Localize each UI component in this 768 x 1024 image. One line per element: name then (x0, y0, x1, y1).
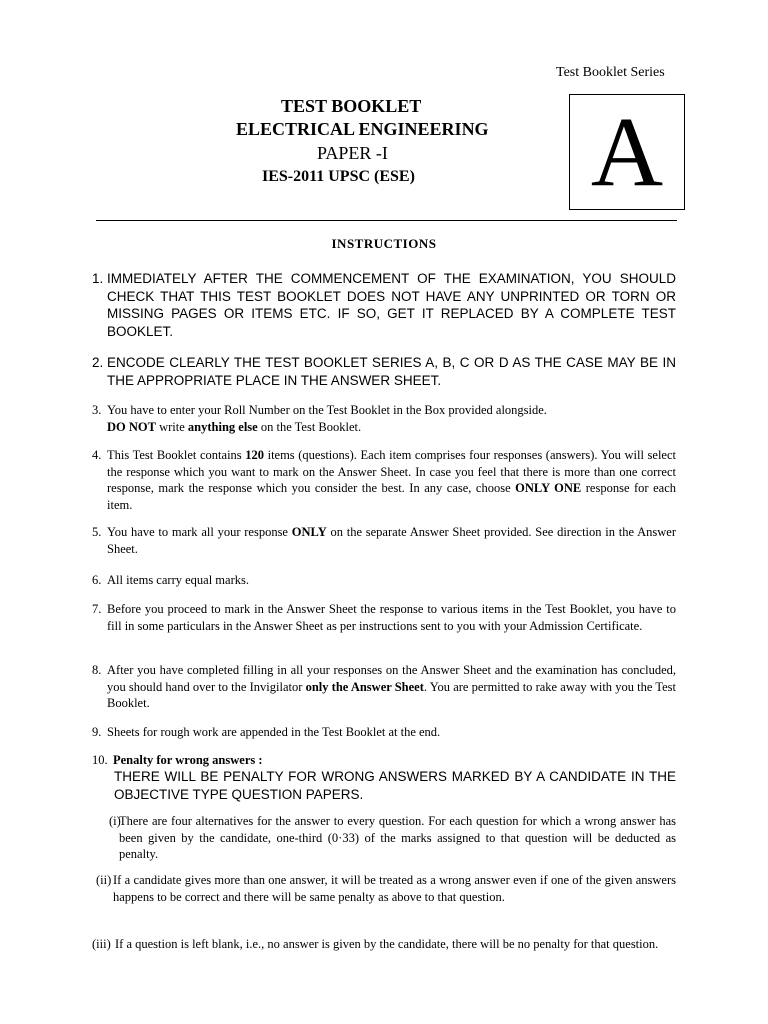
series-letter: A (590, 96, 664, 207)
item-text: Sheets for rough work are appended in the Test Booklet at the end. (107, 725, 441, 739)
penalty-notice: THERE WILL BE PENALTY FOR WRONG ANSWERS MARKED BY A CANDIDATE IN THE OBJECTIVE TYPE QUESTION PAPERS. (114, 769, 676, 802)
sub-item-number: (i) (109, 814, 121, 828)
subject-title: ELECTRICAL ENGINEERING (236, 119, 489, 139)
instruction-item-8 (92, 662, 676, 712)
item-text: IMMEDIATELY AFTER THE COMMENCEMENT OF THE EXAMINATION, YOU SHOULD CHECK THAT THIS TEST BOOKLET DOES NOT HAVE ANY UNPRINTED OR TORN OR MISSING PAGES OR ITEMS ETC. IF SO, GET IT REPLACED BY A COMPLETE TEST BOOKLET. (107, 271, 676, 339)
item-number: 10. (92, 753, 108, 767)
item-number: 2. (92, 355, 104, 370)
item-number: 4. (92, 448, 102, 462)
penalty-sub-item-i (109, 813, 676, 863)
sub-item-text: There are four alternatives for the answer to every question. For each question for which a wrong answer has been given by the candidate, one-third (0·33) of the marks assigned to that question will be deducted as penalty. (119, 814, 676, 861)
series-letter-box (569, 94, 685, 210)
item-text: You have to mark all your response ONLY on the separate Answer Sheet provided. See direction in the Answer Sheet. (107, 525, 676, 556)
instruction-item-7 (92, 601, 676, 634)
item-number: 3. (92, 403, 102, 417)
item-number: 6. (92, 573, 102, 587)
penalty-heading: Penalty for wrong answers : (113, 753, 263, 767)
instruction-item-5 (92, 524, 676, 557)
paper-title: PAPER -I (317, 143, 388, 163)
item-number: 5. (92, 525, 102, 539)
sub-item-number: (iii) (92, 937, 111, 951)
exam-title: IES-2011 UPSC (ESE) (262, 168, 415, 185)
series-label: Test Booklet Series (556, 65, 665, 80)
instruction-item-3 (92, 402, 676, 435)
penalty-sub-item-iii (92, 936, 676, 953)
instructions-heading: INSTRUCTIONS (331, 236, 437, 251)
instruction-item-2 (92, 354, 676, 389)
instruction-item-9 (92, 724, 676, 741)
instruction-item-10 (92, 752, 676, 769)
item-text-line2: DO NOT write anything else on the Test Booklet. (107, 419, 362, 434)
item-text: This Test Booklet contains 120 items (questions). Each item comprises four responses (answers). You will select the response which you want to mark on the Answer Sheet. In case you feel that there is more than one correct response, mark the response which you consider the best. In any case, choose ONLY ONE response for each item. (107, 448, 676, 512)
item-text: You have to enter your Roll Number on the Test Booklet in the Box provided alongside. (107, 403, 547, 417)
instruction-item-4 (92, 447, 676, 513)
item-text: After you have completed filling in all your responses on the Answer Sheet and the examination has concluded, you should hand over to the Invigilator only the Answer Sheet. You are permitted to rake away with you the Test Booklet. (107, 663, 677, 710)
sub-item-text: If a question is left blank, i.e., no answer is given by the candidate, there will be no penalty for that question. (115, 937, 659, 951)
sub-item-number: (ii) (96, 873, 112, 887)
item-text: All items carry equal marks. (107, 573, 249, 587)
sub-item-text: If a candidate gives more than one answer, it will be treated as a wrong answer even if one of the given answers happens to be correct and there will be same penalty as above to that question. (113, 873, 676, 904)
item-text: Before you proceed to mark in the Answer Sheet the response to various items in the Test Booklet, you have to fill in some particulars in the Answer Sheet as per instructions sent to you with your Admission Certificate. (107, 602, 676, 633)
item-number: 7. (92, 602, 102, 616)
header-divider (96, 220, 677, 221)
booklet-title: TEST BOOKLET (281, 96, 422, 116)
penalty-sub-item-ii (96, 872, 676, 905)
item-text: ENCODE CLEARLY THE TEST BOOKLET SERIES A, B, C OR D AS THE CASE MAY BE IN THE APPROPRIATE PLACE IN THE ANSWER SHEET. (107, 355, 676, 388)
item-number: 9. (92, 725, 102, 739)
item-number: 8. (92, 663, 102, 677)
instruction-item-6 (92, 572, 676, 589)
instruction-item-1 (92, 270, 676, 340)
item-number: 1. (92, 271, 104, 286)
